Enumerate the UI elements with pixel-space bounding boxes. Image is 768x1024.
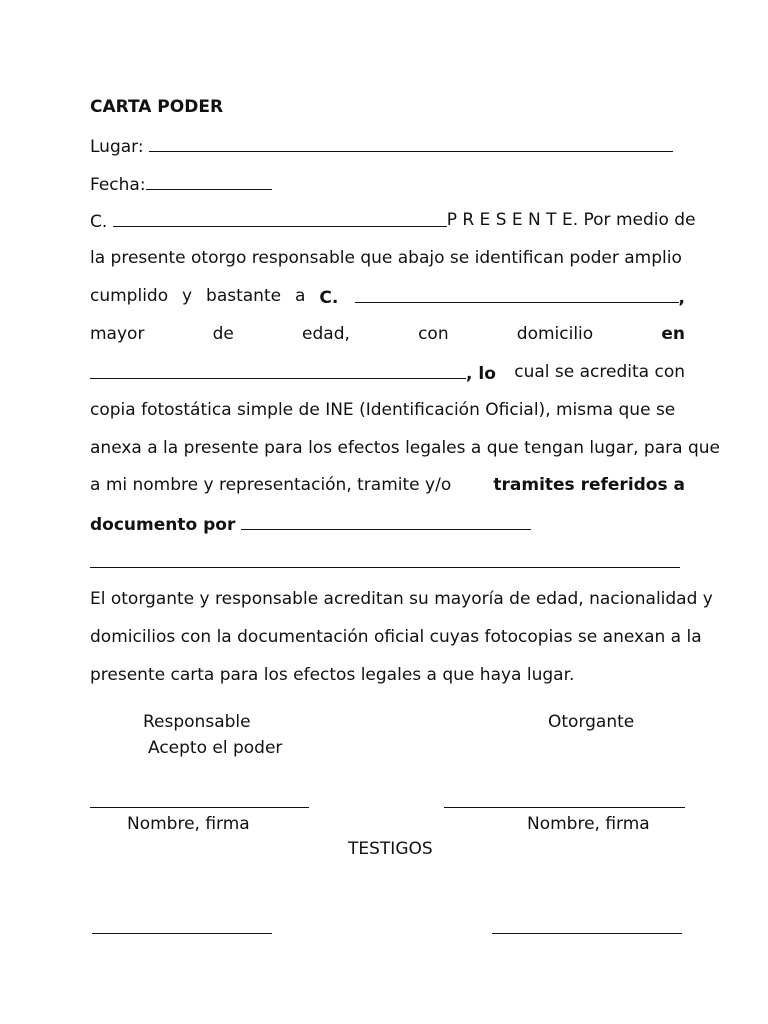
signature-line-right bbox=[444, 806, 685, 808]
document-title: CARTA PODER bbox=[90, 97, 224, 117]
responsable-label: Responsable bbox=[143, 712, 251, 732]
bold-segment: tramites referidos a bbox=[493, 475, 685, 495]
apoderado-blank bbox=[355, 286, 679, 303]
word: domicilio bbox=[516, 324, 594, 344]
word: con bbox=[418, 324, 449, 344]
documento-label: documento por bbox=[90, 515, 236, 535]
paragraph1-line7: anexa a la presente para los efectos legales a que tengan lugar, para que bbox=[90, 438, 720, 458]
paragraph2-line3: presente carta para los efectos legales a que haya lugar. bbox=[90, 665, 575, 685]
witness-line-left bbox=[92, 932, 272, 934]
paragraph1-line5 bbox=[90, 362, 685, 384]
word: bastante bbox=[206, 286, 282, 306]
paragraph2-line1: El otorgante y responsable acreditan su mayoría de edad, nacionalidad y bbox=[90, 589, 713, 609]
fecha-label: Fecha: bbox=[90, 175, 146, 195]
nombre-firma-left: Nombre, firma bbox=[127, 814, 250, 834]
paragraph2-line2: domicilios con la documentación oficial cuyas fotocopias se anexan a la bbox=[90, 627, 702, 647]
otorgante-label: Otorgante bbox=[548, 712, 635, 732]
word: mayor bbox=[90, 324, 145, 344]
testigos-heading: TESTIGOS bbox=[348, 839, 433, 859]
fecha-blank bbox=[146, 173, 272, 190]
signature-line-left bbox=[90, 806, 309, 808]
paragraph1-line2: la presente otorgo responsable que abajo se identifican poder amplio bbox=[90, 248, 682, 268]
text-segment: a mi nombre y representación, tramite y/o bbox=[90, 475, 452, 495]
full-width-blank bbox=[90, 566, 680, 568]
lugar-row bbox=[90, 135, 673, 157]
word: a bbox=[295, 286, 306, 306]
c-label: C. bbox=[90, 212, 108, 232]
lugar-label: Lugar: bbox=[90, 137, 144, 157]
lugar-blank bbox=[149, 135, 673, 152]
paragraph1-line4 bbox=[90, 324, 685, 344]
presente-text: P R E S E N T E. Por medio de bbox=[446, 210, 696, 230]
domicilio-group bbox=[90, 362, 496, 384]
lo-bold: , lo bbox=[466, 364, 496, 384]
fecha-row bbox=[90, 173, 272, 195]
word: de bbox=[212, 324, 234, 344]
paragraph1-line9 bbox=[90, 513, 531, 535]
word: cumplido bbox=[90, 286, 169, 306]
presente-row bbox=[90, 210, 696, 232]
word-en: en bbox=[661, 324, 685, 344]
nombre-firma-right: Nombre, firma bbox=[527, 814, 650, 834]
paragraph1-line3 bbox=[90, 286, 685, 308]
documento-blank bbox=[241, 513, 531, 530]
word-group: cual se acredita con bbox=[514, 362, 685, 382]
word: y bbox=[182, 286, 193, 306]
paragraph1-line8 bbox=[90, 475, 685, 495]
comma: , bbox=[678, 288, 685, 308]
destinatario-blank bbox=[113, 210, 447, 227]
paragraph1-line6: copia fotostática simple de INE (Identificación Oficial), misma que se bbox=[90, 400, 676, 420]
witness-line-right bbox=[492, 932, 682, 934]
presente-left bbox=[90, 210, 447, 232]
apoderado-group bbox=[319, 286, 685, 308]
acepto-label: Acepto el poder bbox=[148, 738, 283, 758]
domicilio-blank bbox=[90, 362, 466, 379]
word: edad, bbox=[302, 324, 350, 344]
c-bold-label: C. bbox=[319, 288, 339, 308]
